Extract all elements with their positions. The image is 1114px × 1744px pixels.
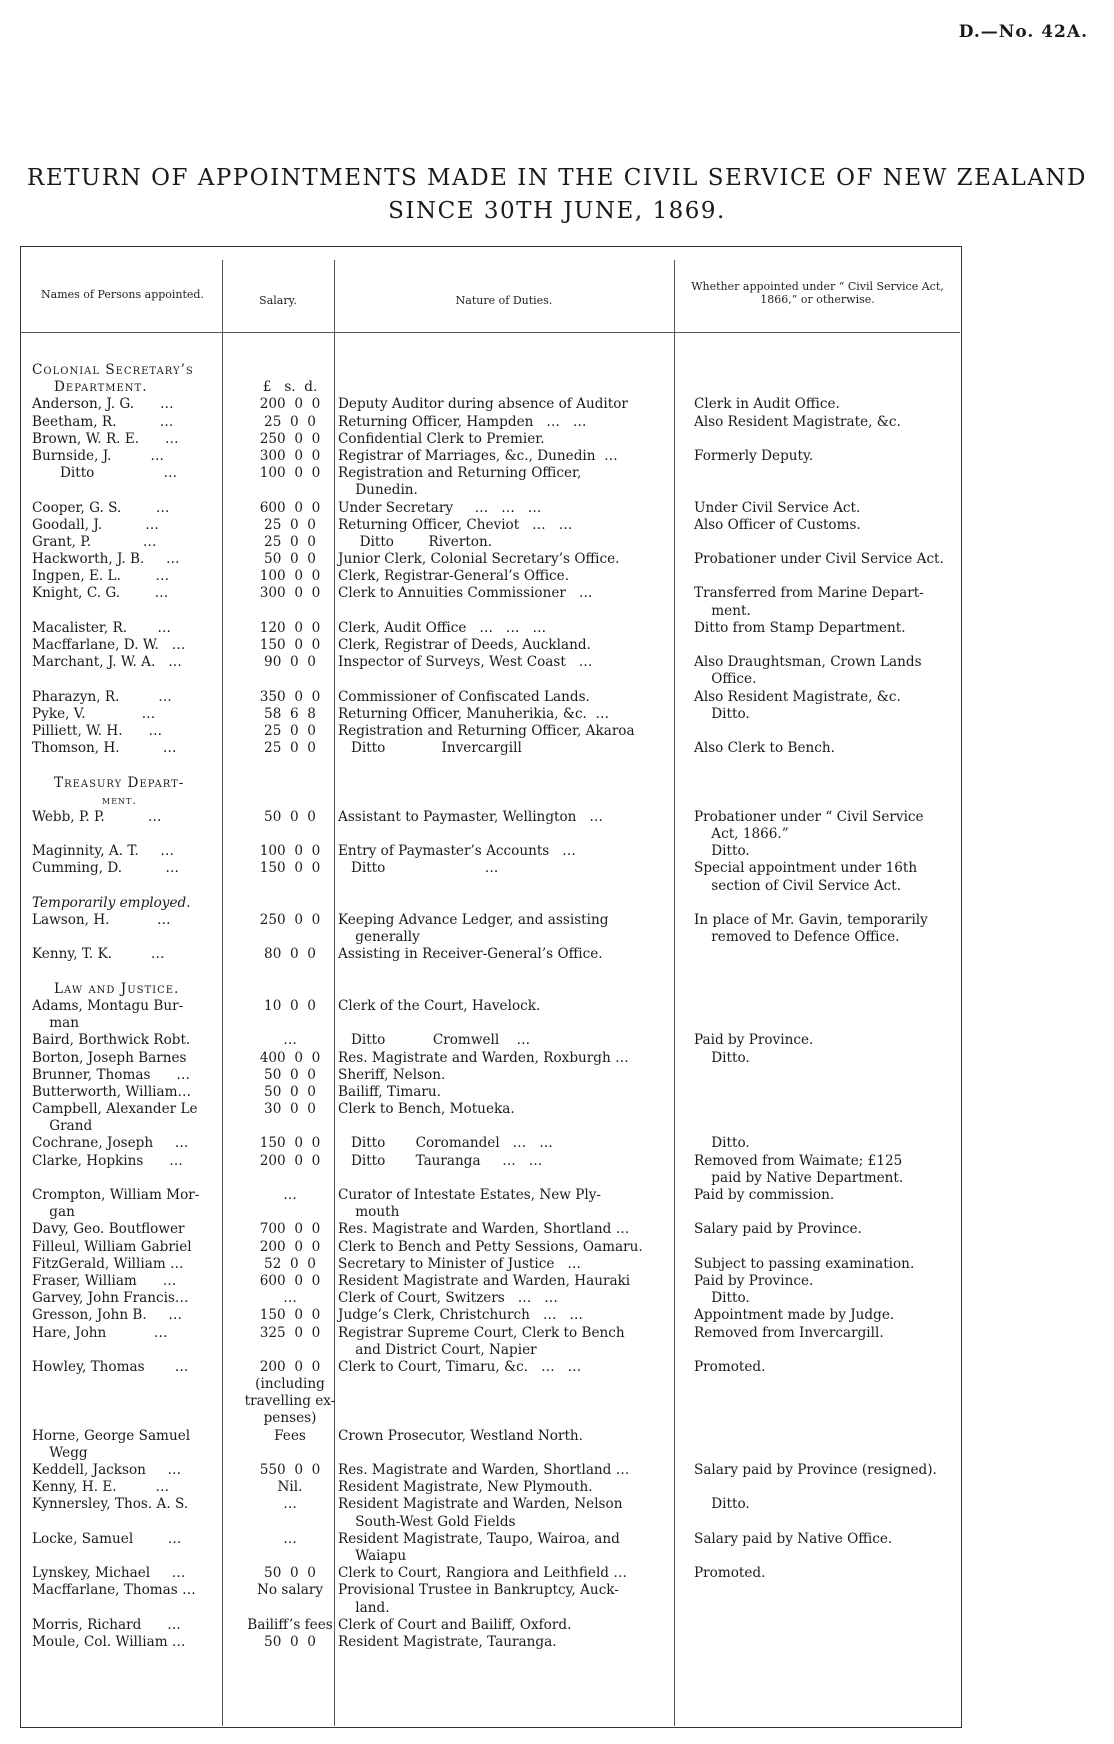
table-row bbox=[20, 1307, 960, 1324]
table-row bbox=[20, 517, 960, 534]
table-row bbox=[20, 1548, 960, 1565]
appointment-basis-cell: Appointment made by Judge. bbox=[694, 1307, 895, 1324]
table-row bbox=[20, 482, 960, 499]
salary-cell: penses) bbox=[263, 1410, 317, 1427]
table-row bbox=[20, 860, 960, 877]
salary-cell: 150 0 0 bbox=[259, 637, 321, 653]
person-name-cell: Beetham, R. … bbox=[32, 413, 174, 430]
table-row bbox=[20, 775, 960, 792]
person-name-cell: Kenny, T. K. … bbox=[32, 946, 165, 963]
table-row bbox=[20, 1118, 960, 1135]
table-row bbox=[20, 757, 960, 774]
person-name-cell: Davy, Geo. Boutflower bbox=[32, 1221, 185, 1238]
appointment-basis-cell: Formerly Deputy. bbox=[694, 447, 814, 464]
table-row bbox=[20, 1376, 960, 1393]
table-row bbox=[20, 379, 960, 396]
salary-cell: Bailiff’s fees bbox=[247, 1616, 333, 1633]
duties-cell: Returning Officer, Cheviot … … bbox=[338, 516, 573, 533]
person-name-cell: Macffarlane, D. W. … bbox=[32, 637, 186, 653]
person-name-cell: Campbell, Alexander Le bbox=[32, 1101, 198, 1118]
appointment-basis-cell: Office. bbox=[694, 671, 757, 688]
person-name-cell: Hare, John … bbox=[32, 1324, 168, 1341]
salary-cell: 25 0 0 bbox=[264, 533, 316, 550]
table-row bbox=[20, 1393, 960, 1410]
duties-cell: Curator of Intestate Estates, New Ply- bbox=[338, 1187, 602, 1203]
salary-cell: 120 0 0 bbox=[259, 619, 321, 636]
appointment-basis-cell: removed to Defence Office. bbox=[694, 929, 900, 946]
person-name-cell: Colonial Secretary’s bbox=[32, 362, 194, 378]
appointment-basis-cell: Promoted. bbox=[694, 1565, 766, 1582]
table-row bbox=[20, 1015, 960, 1032]
salary-cell: … bbox=[283, 1496, 297, 1513]
table-row bbox=[20, 534, 960, 551]
title-line-2: SINCE 30TH JUNE, 1869. bbox=[388, 198, 726, 224]
duties-cell: Under Secretary … … … bbox=[338, 499, 542, 516]
header-act: Whether appointed under “ Civil Service Act, 1866,” or otherwise. bbox=[691, 280, 944, 306]
document-title bbox=[0, 162, 1114, 228]
table-row bbox=[20, 620, 960, 637]
person-name-cell: Macffarlane, Thomas … bbox=[32, 1582, 196, 1599]
salary-cell: 100 0 0 bbox=[259, 465, 321, 482]
person-name-cell: Garvey, John Francis… bbox=[32, 1290, 189, 1307]
duties-cell: Returning Officer, Manuherikia, &c. … bbox=[338, 705, 610, 722]
salary-cell: 150 0 0 bbox=[259, 1307, 321, 1324]
duties-cell: Secretary to Minister of Justice … bbox=[338, 1255, 581, 1272]
header-rule bbox=[20, 332, 960, 333]
table-row bbox=[20, 1617, 960, 1634]
salary-cell: 50 0 0 bbox=[264, 1066, 316, 1083]
person-name-cell: Temporarily employed. bbox=[32, 894, 191, 911]
duties-cell: Registrar Supreme Court, Clerk to Bench bbox=[338, 1324, 625, 1341]
appointments-table-body bbox=[20, 362, 960, 1651]
table-row bbox=[20, 946, 960, 963]
table-row bbox=[20, 1170, 960, 1187]
duties-cell: South-West Gold Fields bbox=[338, 1513, 516, 1530]
appointment-basis-cell: Subject to passing examination. bbox=[694, 1255, 915, 1272]
salary-cell: 100 0 0 bbox=[259, 568, 321, 585]
salary-cell: No salary bbox=[256, 1582, 324, 1599]
table-row bbox=[20, 568, 960, 585]
duties-cell: Clerk, Audit Office … … … bbox=[338, 619, 547, 636]
table-row bbox=[20, 998, 960, 1015]
appointment-basis-cell: Paid by Province. bbox=[694, 1272, 814, 1289]
table-row bbox=[20, 1032, 960, 1049]
person-name-cell: ment. bbox=[102, 793, 137, 807]
person-name-cell: Knight, C. G. … bbox=[32, 585, 169, 602]
appointment-basis-cell: Removed from Invercargill. bbox=[694, 1324, 884, 1341]
table-row bbox=[20, 1187, 960, 1204]
appointment-basis-cell: Transferred from Marine Depart- bbox=[694, 585, 924, 602]
duties-cell: Resident Magistrate, New Plymouth. bbox=[338, 1479, 593, 1496]
person-name-cell: Lawson, H. … bbox=[32, 912, 171, 928]
duties-cell: Clerk of the Court, Havelock. bbox=[338, 997, 541, 1014]
appointment-basis-cell: Clerk in Audit Office. bbox=[694, 396, 840, 413]
salary-cell: 200 0 0 bbox=[259, 1358, 321, 1375]
duties-cell: Ditto Coromandel … … bbox=[338, 1135, 553, 1152]
person-name-cell: Grand bbox=[32, 1118, 93, 1135]
appointment-basis-cell: section of Civil Service Act. bbox=[694, 877, 902, 894]
table-row bbox=[20, 826, 960, 843]
salary-cell: £ s. d. bbox=[262, 379, 318, 396]
salary-cell: 30 0 0 bbox=[264, 1101, 316, 1118]
table-row bbox=[20, 671, 960, 688]
appointment-basis-cell: Also Clerk to Bench. bbox=[694, 740, 835, 757]
salary-cell: … bbox=[283, 1290, 297, 1307]
table-row bbox=[20, 500, 960, 517]
person-name-cell: FitzGerald, William … bbox=[32, 1255, 184, 1272]
table-row bbox=[20, 465, 960, 482]
duties-cell: Ditto Riverton. bbox=[338, 533, 493, 550]
duties-cell: Junior Clerk, Colonial Secretary’s Office. bbox=[338, 551, 620, 568]
salary-cell: … bbox=[283, 1187, 297, 1203]
table-row bbox=[20, 585, 960, 602]
table-row bbox=[20, 654, 960, 671]
table-row bbox=[20, 448, 960, 465]
table-row bbox=[20, 1067, 960, 1084]
table-row bbox=[20, 1290, 960, 1307]
person-name-cell: Pyke, V. … bbox=[32, 705, 156, 722]
duties-cell: Inspector of Surveys, West Coast … bbox=[338, 654, 593, 671]
salary-cell: 50 0 0 bbox=[264, 551, 316, 568]
table-row bbox=[20, 1531, 960, 1548]
appointment-basis-cell: Probationer under “ Civil Service bbox=[694, 808, 924, 825]
person-name-cell: Department. bbox=[54, 379, 148, 396]
person-name-cell: Maginnity, A. T. … bbox=[32, 843, 174, 860]
table-row bbox=[20, 1600, 960, 1617]
appointment-basis-cell: In place of Mr. Gavin, temporarily bbox=[694, 912, 928, 928]
table-row bbox=[20, 1325, 960, 1342]
appointment-basis-cell: Salary paid by Native Office. bbox=[694, 1530, 893, 1547]
duties-cell: Ditto Invercargill bbox=[338, 740, 522, 757]
duties-cell: Confidential Clerk to Premier. bbox=[338, 430, 545, 447]
salary-cell: 150 0 0 bbox=[259, 860, 321, 877]
table-row bbox=[20, 895, 960, 912]
table-row bbox=[20, 1582, 960, 1599]
table-row bbox=[20, 637, 960, 654]
appointment-basis-cell: Ditto from Stamp Department. bbox=[694, 619, 906, 636]
table-row bbox=[20, 1565, 960, 1582]
salary-cell: … bbox=[283, 1032, 297, 1049]
table-row bbox=[20, 689, 960, 706]
duties-cell: Clerk of Court, Switzers … … bbox=[338, 1290, 558, 1307]
appointment-basis-cell: Ditto. bbox=[694, 1135, 750, 1152]
appointment-basis-cell: Also Resident Magistrate, &c. bbox=[694, 413, 901, 430]
table-row bbox=[20, 1359, 960, 1376]
table-row bbox=[20, 1221, 960, 1238]
appointment-basis-cell: Salary paid by Province. bbox=[694, 1221, 862, 1238]
person-name-cell: Butterworth, William… bbox=[32, 1083, 192, 1100]
table-row bbox=[20, 1256, 960, 1273]
appointment-basis-cell: Under Civil Service Act. bbox=[694, 499, 861, 516]
table-row bbox=[20, 1428, 960, 1445]
duties-cell: Crown Prosecutor, Westland North. bbox=[338, 1427, 583, 1444]
person-name-cell: Horne, George Samuel bbox=[32, 1427, 191, 1444]
table-row bbox=[20, 1479, 960, 1496]
duties-cell: Res. Magistrate and Warden, Roxburgh … bbox=[338, 1049, 629, 1066]
salary-cell: 50 0 0 bbox=[264, 808, 316, 825]
salary-cell: 350 0 0 bbox=[259, 688, 321, 705]
salary-cell: 52 0 0 bbox=[264, 1255, 316, 1272]
person-name-cell: Borton, Joseph Barnes bbox=[32, 1049, 187, 1066]
person-name-cell: Brown, W. R. E. … bbox=[32, 430, 179, 447]
appointment-basis-cell: paid by Native Department. bbox=[694, 1169, 904, 1186]
duties-cell: Judge’s Clerk, Christchurch … … bbox=[338, 1307, 583, 1324]
person-name-cell: Cooper, G. S. … bbox=[32, 499, 170, 516]
person-name-cell: Morris, Richard … bbox=[32, 1616, 181, 1633]
person-name-cell: Cochrane, Joseph … bbox=[32, 1135, 189, 1152]
person-name-cell: Hackworth, J. B. … bbox=[32, 551, 180, 568]
appointment-basis-cell: Act, 1866.” bbox=[694, 826, 789, 843]
duties-cell: Assistant to Paymaster, Wellington … bbox=[338, 808, 603, 825]
table-row bbox=[20, 981, 960, 998]
table-row bbox=[20, 964, 960, 981]
table-row bbox=[20, 1204, 960, 1221]
appointment-basis-cell: Ditto. bbox=[694, 1496, 750, 1513]
salary-cell: 150 0 0 bbox=[259, 1135, 321, 1152]
salary-cell: (including bbox=[255, 1376, 325, 1393]
person-name-cell: Burnside, J. … bbox=[32, 447, 164, 464]
header-names: Names of Persons appointed. bbox=[41, 288, 204, 301]
person-name-cell: Law and Justice. bbox=[54, 980, 180, 997]
appointment-basis-cell: Also Resident Magistrate, &c. bbox=[694, 688, 901, 705]
person-name-cell: Thomson, H. … bbox=[32, 740, 177, 757]
person-name-cell: gan bbox=[32, 1204, 75, 1221]
duties-cell: Returning Officer, Hampden … … bbox=[338, 413, 587, 430]
person-name-cell: Kenny, H. E. … bbox=[32, 1479, 170, 1496]
duties-cell: Registration and Returning Officer, Akaroa bbox=[338, 722, 635, 739]
salary-cell: 400 0 0 bbox=[259, 1049, 321, 1066]
table-row bbox=[20, 792, 960, 809]
duties-cell: Deputy Auditor during absence of Auditor bbox=[338, 396, 628, 413]
table-row bbox=[20, 1445, 960, 1462]
duties-cell: Registrar of Marriages, &c., Dunedin … bbox=[338, 447, 618, 464]
salary-cell: 200 0 0 bbox=[259, 396, 321, 413]
salary-cell: 58 6 8 bbox=[264, 705, 316, 722]
table-row bbox=[20, 1101, 960, 1118]
duties-cell: Entry of Paymaster’s Accounts … bbox=[338, 843, 576, 860]
salary-cell: 100 0 0 bbox=[259, 843, 321, 860]
person-name-cell: Kynnersley, Thos. A. S. bbox=[32, 1496, 189, 1513]
duties-cell: Commissioner of Confiscated Lands. bbox=[338, 688, 590, 705]
header-salary: Salary. bbox=[259, 294, 297, 307]
table-row bbox=[20, 603, 960, 620]
table-row bbox=[20, 929, 960, 946]
title-line-1: RETURN OF APPOINTMENTS MADE IN THE CIVIL SERVICE OF NEW ZEALAND bbox=[27, 165, 1087, 191]
appointment-basis-cell: Paid by Province. bbox=[694, 1032, 814, 1049]
table-row bbox=[20, 431, 960, 448]
salary-cell: 90 0 0 bbox=[264, 654, 316, 671]
table-row bbox=[20, 362, 960, 379]
table-row bbox=[20, 396, 960, 413]
salary-cell: 10 0 0 bbox=[264, 997, 316, 1014]
appointment-basis-cell: Also Officer of Customs. bbox=[694, 516, 861, 533]
duties-cell: Dunedin. bbox=[338, 482, 418, 499]
duties-cell: Clerk to Bench and Petty Sessions, Oamaru. bbox=[338, 1238, 643, 1255]
table-row bbox=[20, 912, 960, 929]
duties-cell: land. bbox=[338, 1599, 390, 1616]
table-row bbox=[20, 1514, 960, 1531]
person-name-cell: Ditto … bbox=[60, 465, 178, 482]
person-name-cell: Cumming, D. … bbox=[32, 860, 179, 877]
person-name-cell: Marchant, J. W. A. … bbox=[32, 654, 182, 671]
person-name-cell: Crompton, William Mor- bbox=[32, 1187, 200, 1203]
duties-cell: Clerk to Bench, Motueka. bbox=[338, 1101, 515, 1118]
person-name-cell: Filleul, William Gabriel bbox=[32, 1238, 192, 1255]
salary-cell: 25 0 0 bbox=[264, 413, 316, 430]
person-name-cell: Howley, Thomas … bbox=[32, 1358, 189, 1375]
duties-cell: Waiapu bbox=[338, 1547, 407, 1564]
duties-cell: Clerk, Registrar-General’s Office. bbox=[338, 568, 570, 585]
appointment-basis-cell: Special appointment under 16th bbox=[694, 860, 918, 877]
table-row bbox=[20, 1462, 960, 1479]
salary-cell: 325 0 0 bbox=[259, 1324, 321, 1341]
table-row bbox=[20, 414, 960, 431]
table-row bbox=[20, 843, 960, 860]
appointment-basis-cell: ment. bbox=[694, 602, 751, 619]
table-row bbox=[20, 1239, 960, 1256]
table-row bbox=[20, 706, 960, 723]
duties-cell: Resident Magistrate and Warden, Hauraki bbox=[338, 1272, 631, 1289]
salary-cell: 25 0 0 bbox=[264, 722, 316, 739]
duties-cell: Res. Magistrate and Warden, Shortland … bbox=[338, 1221, 630, 1238]
duties-cell: Clerk, Registrar of Deeds, Auckland. bbox=[338, 637, 591, 653]
salary-cell: 50 0 0 bbox=[264, 1565, 316, 1582]
duties-cell: Sheriff, Nelson. bbox=[338, 1066, 446, 1083]
person-name-cell: Grant, P. … bbox=[32, 533, 157, 550]
table-row bbox=[20, 878, 960, 895]
duties-cell: Resident Magistrate and Warden, Nelson bbox=[338, 1496, 623, 1513]
person-name-cell: Brunner, Thomas … bbox=[32, 1066, 190, 1083]
duties-cell: generally bbox=[338, 929, 420, 946]
table-row bbox=[20, 740, 960, 757]
salary-cell: 300 0 0 bbox=[259, 447, 321, 464]
person-name-cell: man bbox=[32, 1015, 80, 1032]
salary-cell: 600 0 0 bbox=[259, 1272, 321, 1289]
duties-cell: Clerk of Court and Bailiff, Oxford. bbox=[338, 1616, 572, 1633]
duties-cell: Bailiff, Timaru. bbox=[338, 1083, 441, 1100]
table-row bbox=[20, 809, 960, 826]
duties-cell: Resident Magistrate, Taupo, Wairoa, and bbox=[338, 1530, 620, 1547]
duties-cell: Clerk to Annuities Commissioner … bbox=[338, 585, 593, 602]
person-name-cell: Pilliett, W. H. … bbox=[32, 722, 163, 739]
appointment-basis-cell: Removed from Waimate; £125 bbox=[694, 1152, 903, 1169]
duties-cell: Registration and Returning Officer, bbox=[338, 465, 582, 482]
table-row bbox=[20, 723, 960, 740]
appointment-basis-cell: Promoted. bbox=[694, 1358, 766, 1375]
table-row bbox=[20, 1496, 960, 1513]
person-name-cell: Clarke, Hopkins … bbox=[32, 1152, 183, 1169]
appointment-basis-cell: Ditto. bbox=[694, 843, 750, 860]
table-row bbox=[20, 551, 960, 568]
salary-cell: … bbox=[283, 1530, 297, 1547]
appointment-basis-cell: Ditto. bbox=[694, 705, 750, 722]
duties-cell: Keeping Advance Ledger, and assisting bbox=[338, 912, 609, 928]
salary-cell: 80 0 0 bbox=[264, 946, 316, 963]
salary-cell: 50 0 0 bbox=[264, 1083, 316, 1100]
duties-cell: Clerk to Court, Rangiora and Leithfield … bbox=[338, 1565, 627, 1582]
person-name-cell: Adams, Montagu Bur- bbox=[32, 997, 184, 1014]
appointment-basis-cell: Also Draughtsman, Crown Lands bbox=[694, 654, 922, 671]
duties-cell: Ditto … bbox=[338, 860, 499, 877]
salary-cell: 550 0 0 bbox=[259, 1462, 321, 1478]
person-name-cell: Lynskey, Michael … bbox=[32, 1565, 186, 1582]
person-name-cell: Goodall, J. … bbox=[32, 516, 159, 533]
duties-cell: Res. Magistrate and Warden, Shortland … bbox=[338, 1462, 630, 1478]
person-name-cell: Baird, Borthwick Robt. bbox=[32, 1032, 191, 1049]
person-name-cell: Fraser, William … bbox=[32, 1272, 177, 1289]
salary-cell: 200 0 0 bbox=[259, 1238, 321, 1255]
header-duties: Nature of Duties. bbox=[455, 294, 553, 307]
person-name-cell: Macalister, R. … bbox=[32, 619, 171, 636]
document-reference: D.—No. 42A. bbox=[958, 22, 1088, 42]
table-row bbox=[20, 1084, 960, 1101]
person-name-cell: Wegg bbox=[32, 1444, 88, 1461]
salary-cell: Nil. bbox=[277, 1479, 303, 1496]
person-name-cell: Webb, P. P. … bbox=[32, 808, 162, 825]
salary-cell: 200 0 0 bbox=[259, 1152, 321, 1169]
duties-cell: Resident Magistrate, Tauranga. bbox=[338, 1633, 557, 1650]
salary-cell: 600 0 0 bbox=[259, 499, 321, 516]
salary-cell: 300 0 0 bbox=[259, 585, 321, 602]
person-name-cell: Gresson, John B. … bbox=[32, 1307, 182, 1324]
duties-cell: Ditto Cromwell … bbox=[338, 1032, 531, 1049]
appointment-basis-cell: Salary paid by Province (resigned). bbox=[694, 1462, 937, 1478]
appointment-basis-cell: Paid by commission. bbox=[694, 1187, 835, 1203]
salary-cell: Fees bbox=[274, 1427, 306, 1444]
salary-cell: travelling ex- bbox=[244, 1393, 336, 1410]
table-row bbox=[20, 1634, 960, 1651]
person-name-cell: Moule, Col. William … bbox=[32, 1633, 186, 1650]
duties-cell: mouth bbox=[338, 1204, 400, 1221]
person-name-cell: Treasury Depart- bbox=[54, 774, 185, 791]
salary-cell: 250 0 0 bbox=[259, 430, 321, 447]
salary-cell: 50 0 0 bbox=[264, 1633, 316, 1650]
table-row bbox=[20, 1410, 960, 1427]
person-name-cell: Keddell, Jackson … bbox=[32, 1462, 182, 1478]
salary-cell: 25 0 0 bbox=[264, 516, 316, 533]
table-row bbox=[20, 1273, 960, 1290]
table-row bbox=[20, 1153, 960, 1170]
duties-cell: Assisting in Receiver-General’s Office. bbox=[338, 946, 603, 963]
person-name-cell: Ingpen, E. L. … bbox=[32, 568, 170, 585]
duties-cell: Ditto Tauranga … … bbox=[338, 1152, 543, 1169]
table-row bbox=[20, 1050, 960, 1067]
duties-cell: Clerk to Court, Timaru, &c. … … bbox=[338, 1358, 582, 1375]
person-name-cell: Locke, Samuel … bbox=[32, 1530, 182, 1547]
salary-cell: 25 0 0 bbox=[264, 740, 316, 757]
table-row bbox=[20, 1135, 960, 1152]
duties-cell: and District Court, Napier bbox=[338, 1341, 537, 1358]
appointment-basis-cell: Ditto. bbox=[694, 1290, 750, 1307]
appointment-basis-cell: Ditto. bbox=[694, 1049, 750, 1066]
salary-cell: 250 0 0 bbox=[259, 912, 321, 928]
table-row bbox=[20, 1342, 960, 1359]
person-name-cell: Anderson, J. G. … bbox=[32, 396, 174, 413]
salary-cell: 700 0 0 bbox=[259, 1221, 321, 1238]
appointment-basis-cell: Probationer under Civil Service Act. bbox=[694, 551, 944, 568]
person-name-cell: Pharazyn, R. … bbox=[32, 688, 172, 705]
duties-cell: Provisional Trustee in Bankruptcy, Auck- bbox=[338, 1582, 619, 1599]
